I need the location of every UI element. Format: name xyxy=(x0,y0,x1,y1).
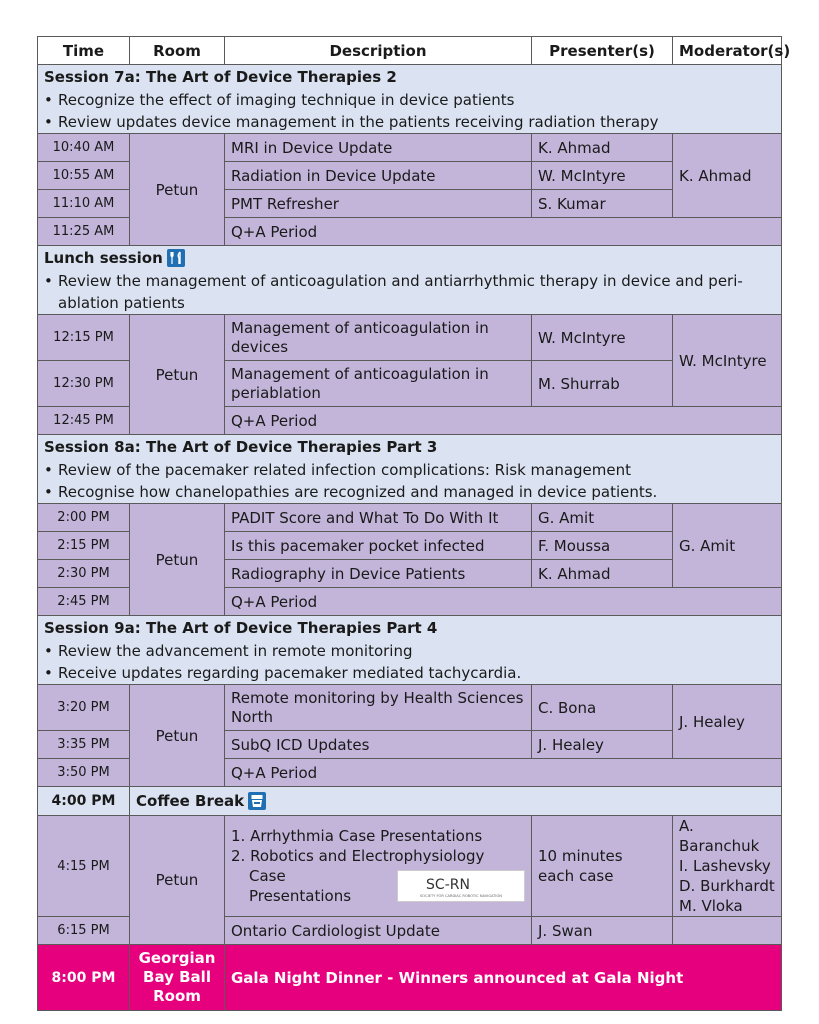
scrn-logo-subtext: SOCIETY FOR CARDIAC ROBOTIC NAVIGATION xyxy=(420,894,502,898)
description-cell: Radiation in Device Update xyxy=(225,162,532,190)
header-description: Description xyxy=(225,37,532,65)
time-cell: 4:00 PM xyxy=(38,787,130,816)
time-cell: 2:30 PM xyxy=(38,560,130,588)
presenter-cell: K. Ahmad xyxy=(532,134,673,162)
session-bullet: • Recognise how chanelopathies are recognized and managed in device patients. xyxy=(44,481,775,503)
moderator-cell: W. McIntyre xyxy=(673,315,782,407)
session-bullet: • Receive updates regarding pacemaker mediated tachycardia. xyxy=(44,662,775,684)
moderator-cell xyxy=(673,917,782,945)
session-bullet: • Review updates device management in the patients receiving radiation therapy xyxy=(44,111,775,133)
description-cell: Ontario Cardiologist Update xyxy=(225,917,532,945)
presenter-cell: S. Kumar xyxy=(532,190,673,218)
description-cell: SubQ ICD Updates xyxy=(225,731,532,759)
lunch-session-header xyxy=(38,246,782,315)
time-cell: 8:00 PM xyxy=(38,945,130,1011)
gala-room-line: Room xyxy=(153,987,201,1005)
moderator-cell: K. Ahmad xyxy=(673,134,782,218)
gala-description: Gala Night Dinner - Winners announced at Gala Night xyxy=(225,945,782,1011)
gala-row xyxy=(38,945,782,1011)
case-item: 2. Robotics and Electrophysiology xyxy=(231,847,485,865)
table-row xyxy=(38,315,782,361)
coffee-break-label: Coffee Break xyxy=(136,792,245,810)
time-cell: 12:30 PM xyxy=(38,361,130,407)
case-item: 1. Arrhythmia Case Presentations xyxy=(231,827,483,845)
gala-room-line: Georgian xyxy=(138,949,216,967)
description-cell: Management of anticoagulation in devices xyxy=(225,315,532,361)
presenter-cell: J. Healey xyxy=(532,731,673,759)
time-cell: 6:15 PM xyxy=(38,917,130,945)
scrn-logo-text: SC-RN xyxy=(426,877,470,893)
table-row xyxy=(38,134,782,162)
presenter-cell: F. Moussa xyxy=(532,532,673,560)
moderator-cell: J. Healey xyxy=(673,685,782,759)
scrn-logo xyxy=(397,870,525,902)
gala-room-line: Bay Ball xyxy=(143,968,211,986)
session-title: Session 7a: The Art of Device Therapies 2 xyxy=(44,68,397,86)
description-cell: Remote monitoring by Health Sciences North xyxy=(225,685,532,731)
session-title: Session 9a: The Art of Device Therapies Part 4 xyxy=(44,619,438,637)
session-title: Lunch session xyxy=(44,249,163,267)
header-room: Room xyxy=(130,37,225,65)
description-cell: Q+A Period xyxy=(225,407,782,435)
moderator-name: D. Burkhardt xyxy=(679,877,775,895)
room-cell: Petun xyxy=(130,816,225,945)
schedule-table xyxy=(37,36,791,1011)
description-cell: Management of anticoagulation in periablation xyxy=(225,361,532,407)
moderator-cell: G. Amit xyxy=(673,504,782,588)
header-moderators: Moderator(s) xyxy=(673,37,782,65)
session-bullet: • Review the advancement in remote monitoring xyxy=(44,640,775,662)
session-bullet: • Review the management of anticoagulation and antiarrhythmic therapy in device and peri-ablation patients xyxy=(44,270,775,314)
description-cell: Q+A Period xyxy=(225,588,782,616)
time-cell: 3:20 PM xyxy=(38,685,130,731)
moderator-name: I. Lashevsky xyxy=(679,857,771,875)
time-cell: 12:45 PM xyxy=(38,407,130,435)
time-cell: 2:45 PM xyxy=(38,588,130,616)
header-presenters: Presenter(s) xyxy=(532,37,673,65)
header-row xyxy=(38,37,782,65)
presenter-cell: C. Bona xyxy=(532,685,673,731)
room-cell: Petun xyxy=(130,685,225,787)
description-cell: Q+A Period xyxy=(225,218,782,246)
presenter-cell: each case xyxy=(538,867,614,885)
time-cell: 3:35 PM xyxy=(38,731,130,759)
presenter-cell: W. McIntyre xyxy=(532,315,673,361)
time-cell: 3:50 PM xyxy=(38,759,130,787)
time-cell: 2:15 PM xyxy=(38,532,130,560)
coffee-break-row xyxy=(38,787,782,816)
presenter-cell: K. Ahmad xyxy=(532,560,673,588)
table-row xyxy=(38,504,782,532)
time-cell: 12:15 PM xyxy=(38,315,130,361)
session-8a-header xyxy=(38,435,782,504)
session-title: Session 8a: The Art of Device Therapies Part 3 xyxy=(44,438,438,456)
time-cell: 11:25 AM xyxy=(38,218,130,246)
room-cell: Petun xyxy=(130,315,225,435)
session-bullet: • Review of the pacemaker related infection complications: Risk management xyxy=(44,459,775,481)
time-cell: 4:15 PM xyxy=(38,816,130,917)
table-row xyxy=(38,685,782,731)
time-cell: 2:00 PM xyxy=(38,504,130,532)
description-cell: PMT Refresher xyxy=(225,190,532,218)
presenter-cell: G. Amit xyxy=(532,504,673,532)
presenter-cell: M. Shurrab xyxy=(532,361,673,407)
header-time: Time xyxy=(38,37,130,65)
utensils-icon xyxy=(167,249,185,267)
presenter-cell: 10 minutes xyxy=(538,847,623,865)
room-cell: Petun xyxy=(130,504,225,616)
table-row xyxy=(38,816,782,917)
description-cell: PADIT Score and What To Do With It xyxy=(225,504,532,532)
description-cell: Is this pacemaker pocket infected xyxy=(225,532,532,560)
description-cell: Q+A Period xyxy=(225,759,782,787)
session-9a-header xyxy=(38,616,782,685)
description-cell: MRI in Device Update xyxy=(225,134,532,162)
description-cell: Radiography in Device Patients xyxy=(225,560,532,588)
moderator-name: A. Baranchuk xyxy=(679,817,760,855)
coffee-cup-icon xyxy=(248,792,266,810)
time-cell: 10:55 AM xyxy=(38,162,130,190)
time-cell: 10:40 AM xyxy=(38,134,130,162)
session-7a-header xyxy=(38,65,782,134)
room-cell: Petun xyxy=(130,134,225,246)
presenter-cell: W. McIntyre xyxy=(532,162,673,190)
time-cell: 11:10 AM xyxy=(38,190,130,218)
case-item: Case Presentations xyxy=(249,867,352,905)
moderator-name: M. Vloka xyxy=(679,897,743,915)
session-bullet: • Recognize the effect of imaging technique in device patients xyxy=(44,89,775,111)
presenter-cell: J. Swan xyxy=(532,917,673,945)
